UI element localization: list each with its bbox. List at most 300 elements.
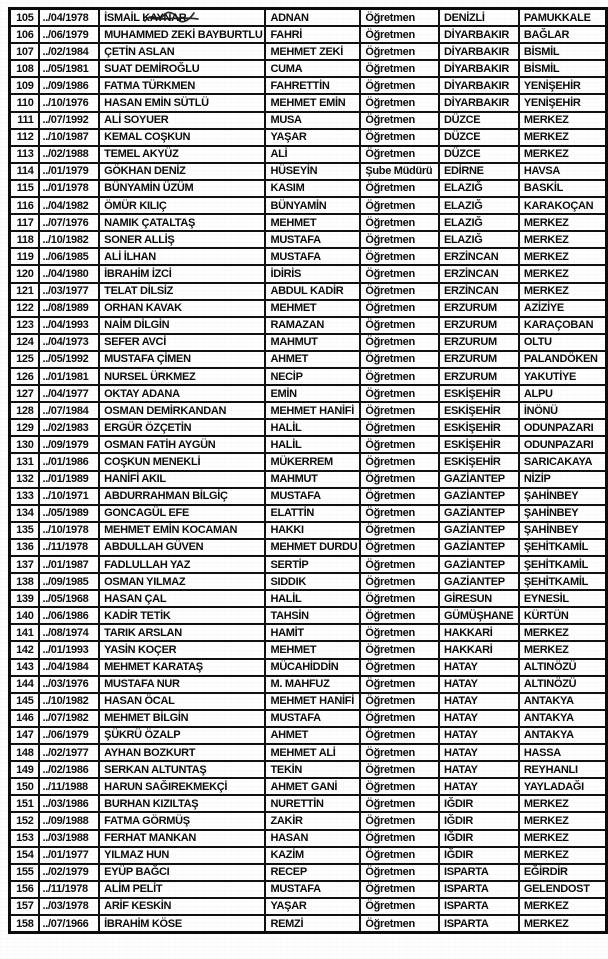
cell-title bbox=[360, 847, 439, 864]
cell-text: AHMET bbox=[270, 729, 309, 742]
cell-text: Öğretmen bbox=[365, 541, 415, 554]
cell-text: Öğretmen bbox=[365, 97, 415, 110]
cell-father_name bbox=[265, 60, 360, 77]
cell-text: 132 bbox=[16, 473, 34, 486]
cell-text: ERZİNCAN bbox=[443, 267, 499, 280]
cell-text: YAYLADAĞI bbox=[523, 780, 584, 793]
table-row bbox=[10, 9, 607, 27]
cell-text: FATMA GÖRMÜŞ bbox=[104, 814, 190, 827]
cell-father_name bbox=[265, 830, 360, 847]
cell-title bbox=[360, 488, 439, 505]
cell-text: HALİL bbox=[270, 421, 302, 434]
cell-text: ESKİŞEHİR bbox=[443, 421, 501, 434]
cell-no bbox=[10, 522, 39, 539]
cell-text: OSMAN DEMİRKANDAN bbox=[104, 404, 227, 417]
cell-text: Öğretmen bbox=[365, 661, 415, 674]
cell-text: MERKEZ bbox=[523, 267, 569, 280]
cell-text: MÜKERREM bbox=[270, 455, 333, 468]
cell-name bbox=[99, 368, 265, 385]
cell-text: TELAT DİLSİZ bbox=[104, 285, 174, 298]
cell-text: ../02/1977 bbox=[42, 746, 89, 759]
table-row bbox=[10, 60, 607, 77]
cell-title bbox=[360, 624, 439, 641]
cell-father_name bbox=[265, 761, 360, 778]
cell-no bbox=[10, 436, 39, 453]
cell-no bbox=[10, 624, 39, 641]
cell-text: EDİRNE bbox=[443, 165, 484, 178]
cell-title bbox=[360, 505, 439, 522]
cell-father_name bbox=[265, 385, 360, 402]
cell-text: RECEP bbox=[270, 866, 307, 879]
cell-province bbox=[439, 590, 519, 607]
cell-text: ../11/1988 bbox=[42, 780, 88, 793]
cell-text: MERKEZ bbox=[523, 233, 569, 246]
cell-text: Öğretmen bbox=[365, 370, 415, 383]
cell-no bbox=[10, 795, 39, 812]
cell-district bbox=[519, 368, 607, 385]
cell-text: 147 bbox=[16, 729, 34, 742]
cell-text: 154 bbox=[16, 849, 34, 862]
cell-district bbox=[519, 812, 607, 829]
cell-text: ../10/1987 bbox=[42, 131, 89, 144]
cell-text: EĞİRDİR bbox=[523, 866, 568, 879]
cell-father_name bbox=[265, 453, 360, 470]
cell-no bbox=[10, 710, 39, 727]
cell-district bbox=[519, 607, 607, 624]
cell-province bbox=[439, 60, 519, 77]
cell-district bbox=[519, 795, 607, 812]
cell-text: AHMET bbox=[270, 353, 309, 366]
cell-province bbox=[439, 607, 519, 624]
cell-text: MERKEZ bbox=[523, 626, 569, 639]
cell-no bbox=[10, 539, 39, 556]
cell-text: KASIM bbox=[270, 182, 305, 195]
cell-text: Öğretmen bbox=[365, 695, 415, 708]
cell-text: 106 bbox=[16, 28, 34, 41]
cell-father_name bbox=[265, 727, 360, 744]
cell-text: M. MAHFUZ bbox=[270, 678, 330, 691]
cell-district bbox=[519, 590, 607, 607]
cell-text: IĞDIR bbox=[443, 849, 473, 862]
table-row bbox=[10, 710, 607, 727]
cell-date bbox=[39, 505, 100, 522]
cell-text: ISPARTA bbox=[443, 883, 489, 896]
cell-text: GELENDOST bbox=[523, 883, 590, 896]
cell-father_name bbox=[265, 9, 360, 27]
cell-name bbox=[99, 248, 265, 265]
cell-district bbox=[519, 317, 607, 334]
cell-date bbox=[39, 402, 100, 419]
cell-text: GAZİANTEP bbox=[443, 575, 505, 588]
cell-text: 140 bbox=[16, 609, 34, 622]
cell-text: NİZİP bbox=[523, 473, 551, 486]
cell-text: Öğretmen bbox=[365, 866, 415, 879]
cell-name bbox=[99, 830, 265, 847]
cell-district bbox=[519, 778, 607, 795]
cell-text: YASİN KOÇER bbox=[104, 644, 177, 657]
cell-text: MÜCAHİDDİN bbox=[270, 661, 339, 674]
table-row bbox=[10, 300, 607, 317]
cell-district bbox=[519, 180, 607, 197]
table-row bbox=[10, 283, 607, 300]
cell-text: KARAKOÇAN bbox=[523, 199, 594, 212]
cell-text: ../01/1993 bbox=[42, 644, 89, 657]
cell-no bbox=[10, 197, 39, 214]
cell-province bbox=[439, 385, 519, 402]
cell-text: REYHANLI bbox=[523, 763, 578, 776]
cell-text: GÖKHAN DENİZ bbox=[104, 165, 186, 178]
cell-province bbox=[439, 300, 519, 317]
cell-text: TEKİN bbox=[270, 763, 302, 776]
cell-text: Öğretmen bbox=[365, 131, 415, 144]
cell-text: Öğretmen bbox=[365, 455, 415, 468]
cell-no bbox=[10, 659, 39, 676]
cell-province bbox=[439, 334, 519, 351]
cell-text: Öğretmen bbox=[365, 11, 415, 24]
cell-name bbox=[99, 744, 265, 761]
cell-province bbox=[439, 214, 519, 231]
cell-title bbox=[360, 710, 439, 727]
cell-date bbox=[39, 300, 100, 317]
cell-district bbox=[519, 9, 607, 27]
cell-text: ../03/1976 bbox=[42, 678, 89, 691]
cell-text: MEHMET ZEKİ bbox=[270, 45, 343, 58]
cell-father_name bbox=[265, 624, 360, 641]
cell-district bbox=[519, 146, 607, 163]
cell-text: IĞDIR bbox=[443, 797, 473, 810]
cell-text: HASAN bbox=[270, 832, 309, 845]
cell-father_name bbox=[265, 864, 360, 881]
cell-text: 127 bbox=[16, 387, 34, 400]
cell-district bbox=[519, 453, 607, 470]
cell-text: ../09/1979 bbox=[42, 438, 89, 451]
cell-text: 107 bbox=[16, 45, 34, 58]
cell-no bbox=[10, 812, 39, 829]
cell-name bbox=[99, 419, 265, 436]
cell-text: 145 bbox=[16, 695, 34, 708]
cell-text: MEHMET EMİN KOCAMAN bbox=[104, 524, 238, 537]
cell-text: NURETTİN bbox=[270, 797, 324, 810]
cell-text: ESKİŞEHİR bbox=[443, 387, 501, 400]
cell-text: 149 bbox=[16, 763, 34, 776]
cell-text: Öğretmen bbox=[365, 62, 415, 75]
cell-no bbox=[10, 419, 39, 436]
cell-text: ÖMÜR KILIÇ bbox=[104, 199, 167, 212]
cell-text: ../08/1989 bbox=[42, 302, 89, 315]
cell-text: COŞKUN MENEKLİ bbox=[104, 455, 201, 468]
cell-province bbox=[439, 812, 519, 829]
cell-province bbox=[439, 676, 519, 693]
cell-text: ALİ SOYUER bbox=[104, 114, 169, 127]
cell-father_name bbox=[265, 197, 360, 214]
cell-text: 112 bbox=[16, 131, 34, 144]
cell-date bbox=[39, 129, 100, 146]
cell-text: MERKEZ bbox=[523, 285, 569, 298]
cell-text: PALANDÖKEN bbox=[523, 353, 598, 366]
cell-date bbox=[39, 590, 100, 607]
cell-title bbox=[360, 317, 439, 334]
cell-father_name bbox=[265, 744, 360, 761]
cell-province bbox=[439, 659, 519, 676]
table-row bbox=[10, 94, 607, 111]
cell-text: ZAKİR bbox=[270, 814, 303, 827]
cell-title bbox=[360, 659, 439, 676]
cell-no bbox=[10, 112, 39, 129]
cell-text: Öğretmen bbox=[365, 250, 415, 263]
cell-text: Öğretmen bbox=[365, 473, 415, 486]
cell-title bbox=[360, 641, 439, 658]
cell-text: ANTAKYA bbox=[523, 712, 574, 725]
cell-date bbox=[39, 248, 100, 265]
cell-text: DİYARBAKIR bbox=[443, 62, 509, 75]
cell-date bbox=[39, 573, 100, 590]
cell-text: Öğretmen bbox=[365, 387, 415, 400]
cell-title bbox=[360, 385, 439, 402]
cell-text: YAŞAR bbox=[270, 900, 307, 913]
cell-text: Öğretmen bbox=[365, 832, 415, 845]
cell-text: ALTINÖZÜ bbox=[523, 661, 577, 674]
cell-no bbox=[10, 214, 39, 231]
cell-text: Öğretmen bbox=[365, 780, 415, 793]
cell-province bbox=[439, 351, 519, 368]
table-row bbox=[10, 522, 607, 539]
cell-name bbox=[99, 693, 265, 710]
cell-text: ../01/1987 bbox=[42, 558, 89, 571]
cell-text: NAMIK ÇATALTAŞ bbox=[104, 216, 196, 229]
cell-father_name bbox=[265, 214, 360, 231]
cell-district bbox=[519, 351, 607, 368]
cell-no bbox=[10, 317, 39, 334]
cell-text: Öğretmen bbox=[365, 28, 415, 41]
cell-no bbox=[10, 761, 39, 778]
cell-text: MERKEZ bbox=[523, 250, 569, 263]
cell-text: Öğretmen bbox=[365, 712, 415, 725]
cell-name bbox=[99, 522, 265, 539]
cell-father_name bbox=[265, 505, 360, 522]
cell-text: ODUNPAZARI bbox=[523, 438, 594, 451]
cell-province bbox=[439, 488, 519, 505]
cell-title bbox=[360, 334, 439, 351]
cell-text: Öğretmen bbox=[365, 285, 415, 298]
cell-father_name bbox=[265, 556, 360, 573]
cell-text: ANTAKYA bbox=[523, 695, 574, 708]
table-row bbox=[10, 624, 607, 641]
cell-father_name bbox=[265, 471, 360, 488]
cell-date bbox=[39, 146, 100, 163]
cell-text: YENİŞEHİR bbox=[523, 97, 581, 110]
cell-text: ERGÜR ÖZÇETİN bbox=[104, 421, 192, 434]
cell-text: MEHMET KARATAŞ bbox=[104, 661, 203, 674]
table-row bbox=[10, 727, 607, 744]
table-row bbox=[10, 505, 607, 522]
cell-province bbox=[439, 881, 519, 898]
cell-text: YAŞAR bbox=[270, 131, 307, 144]
cell-no bbox=[10, 9, 39, 27]
cell-father_name bbox=[265, 112, 360, 129]
cell-text: ../01/1981 bbox=[42, 370, 89, 383]
cell-text: ../05/1989 bbox=[42, 507, 89, 520]
cell-no bbox=[10, 864, 39, 881]
cell-title bbox=[360, 283, 439, 300]
cell-text: ../01/1986 bbox=[42, 455, 89, 468]
cell-text: MEHMET BİLGİN bbox=[104, 712, 189, 725]
table-row bbox=[10, 471, 607, 488]
table-row bbox=[10, 77, 607, 94]
cell-date bbox=[39, 556, 100, 573]
cell-title bbox=[360, 77, 439, 94]
cell-text: IĞDIR bbox=[443, 814, 473, 827]
cell-name bbox=[99, 300, 265, 317]
cell-date bbox=[39, 231, 100, 248]
cell-no bbox=[10, 453, 39, 470]
cell-name bbox=[99, 94, 265, 111]
cell-name bbox=[99, 607, 265, 624]
cell-text: ../05/1992 bbox=[42, 353, 89, 366]
cell-no bbox=[10, 744, 39, 761]
cell-father_name bbox=[265, 676, 360, 693]
cell-name bbox=[99, 573, 265, 590]
cell-text: ABDURRAHMAN BİLGİÇ bbox=[104, 490, 228, 503]
table-row bbox=[10, 334, 607, 351]
cell-text: AZİZİYE bbox=[523, 302, 564, 315]
cell-text: HASAN ÖCAL bbox=[104, 695, 175, 708]
cell-text: Öğretmen bbox=[365, 490, 415, 503]
table-row bbox=[10, 744, 607, 761]
cell-father_name bbox=[265, 265, 360, 282]
cell-name bbox=[99, 265, 265, 282]
cell-text: ../11/1978 bbox=[42, 883, 88, 896]
cell-title bbox=[360, 539, 439, 556]
cell-text: ../04/1984 bbox=[42, 661, 89, 674]
cell-text: HATAY bbox=[443, 780, 478, 793]
cell-title bbox=[360, 129, 439, 146]
cell-text: GAZİANTEP bbox=[443, 524, 505, 537]
cell-text: MEHMET bbox=[270, 644, 317, 657]
cell-text: DİYARBAKIR bbox=[443, 28, 509, 41]
cell-date bbox=[39, 283, 100, 300]
cell-text: ../10/1976 bbox=[42, 97, 89, 110]
cell-text: 122 bbox=[16, 302, 34, 315]
table-row bbox=[10, 761, 607, 778]
cell-text: ../05/1981 bbox=[42, 62, 89, 75]
cell-date bbox=[39, 197, 100, 214]
cell-text: ERZURUM bbox=[443, 319, 497, 332]
cell-text: 117 bbox=[16, 216, 34, 229]
cell-text: ŞEHİTKAMİL bbox=[523, 558, 589, 571]
cell-text: GİRESUN bbox=[443, 592, 492, 605]
table-row bbox=[10, 214, 607, 231]
cell-text: ELAZIĞ bbox=[443, 233, 483, 246]
cell-date bbox=[39, 710, 100, 727]
cell-title bbox=[360, 881, 439, 898]
cell-text: MAHMUT bbox=[270, 473, 318, 486]
cell-text: İSMAİL KAYNAR bbox=[104, 11, 187, 24]
cell-text: MERKEZ bbox=[523, 900, 569, 913]
cell-name bbox=[99, 812, 265, 829]
cell-text: ../05/1968 bbox=[42, 592, 89, 605]
cell-title bbox=[360, 522, 439, 539]
cell-text: Öğretmen bbox=[365, 267, 415, 280]
cell-name bbox=[99, 60, 265, 77]
cell-title bbox=[360, 607, 439, 624]
cell-name bbox=[99, 881, 265, 898]
cell-district bbox=[519, 26, 607, 43]
cell-text: HAMİT bbox=[270, 626, 304, 639]
cell-text: ERZURUM bbox=[443, 353, 497, 366]
cell-text: 142 bbox=[16, 644, 34, 657]
cell-text: Öğretmen bbox=[365, 849, 415, 862]
cell-date bbox=[39, 727, 100, 744]
cell-name bbox=[99, 641, 265, 658]
cell-district bbox=[519, 573, 607, 590]
cell-no bbox=[10, 898, 39, 915]
cell-title bbox=[360, 727, 439, 744]
table-row bbox=[10, 488, 607, 505]
cell-no bbox=[10, 590, 39, 607]
table-row bbox=[10, 590, 607, 607]
cell-father_name bbox=[265, 351, 360, 368]
cell-father_name bbox=[265, 368, 360, 385]
table-row bbox=[10, 351, 607, 368]
cell-name bbox=[99, 402, 265, 419]
cell-province bbox=[439, 471, 519, 488]
table-row bbox=[10, 898, 607, 915]
cell-province bbox=[439, 710, 519, 727]
cell-text: ../07/1992 bbox=[42, 114, 89, 127]
cell-no bbox=[10, 385, 39, 402]
cell-text: MEHMET EMİN bbox=[270, 97, 346, 110]
cell-text: HATAY bbox=[443, 661, 478, 674]
cell-father_name bbox=[265, 898, 360, 915]
cell-name bbox=[99, 112, 265, 129]
cell-text: MUSTAFA NUR bbox=[104, 678, 180, 691]
cell-title bbox=[360, 471, 439, 488]
cell-text: MERKEZ bbox=[523, 114, 569, 127]
cell-district bbox=[519, 539, 607, 556]
cell-text: 135 bbox=[16, 524, 34, 537]
cell-date bbox=[39, 43, 100, 60]
table-row bbox=[10, 43, 607, 60]
cell-name bbox=[99, 385, 265, 402]
cell-name bbox=[99, 26, 265, 43]
cell-date bbox=[39, 676, 100, 693]
cell-text: Öğretmen bbox=[365, 575, 415, 588]
cell-title bbox=[360, 214, 439, 231]
cell-text: SERKAN ALTUNTAŞ bbox=[104, 763, 207, 776]
cell-date bbox=[39, 334, 100, 351]
cell-no bbox=[10, 129, 39, 146]
cell-text: SUAT DEMİROĞLU bbox=[104, 62, 200, 75]
cell-province bbox=[439, 539, 519, 556]
cell-name bbox=[99, 915, 265, 933]
cell-text: İBRAHİM KÖSE bbox=[104, 917, 182, 930]
cell-text: EYÜP BAĞCI bbox=[104, 866, 170, 879]
cell-text: GAZİANTEP bbox=[443, 490, 505, 503]
cell-text: FAHRETTİN bbox=[270, 79, 330, 92]
cell-text: KADİR TETİK bbox=[104, 609, 171, 622]
cell-text: 158 bbox=[16, 917, 34, 930]
cell-province bbox=[439, 522, 519, 539]
cell-province bbox=[439, 436, 519, 453]
cell-text: YENİŞEHİR bbox=[523, 79, 581, 92]
cell-text: HATAY bbox=[443, 678, 478, 691]
cell-district bbox=[519, 283, 607, 300]
cell-father_name bbox=[265, 146, 360, 163]
cell-text: NURSEL ÜRKMEZ bbox=[104, 370, 196, 383]
cell-text: ŞEHİTKAMİL bbox=[523, 575, 589, 588]
cell-text: 105 bbox=[16, 11, 34, 24]
cell-text: ALPU bbox=[523, 387, 553, 400]
